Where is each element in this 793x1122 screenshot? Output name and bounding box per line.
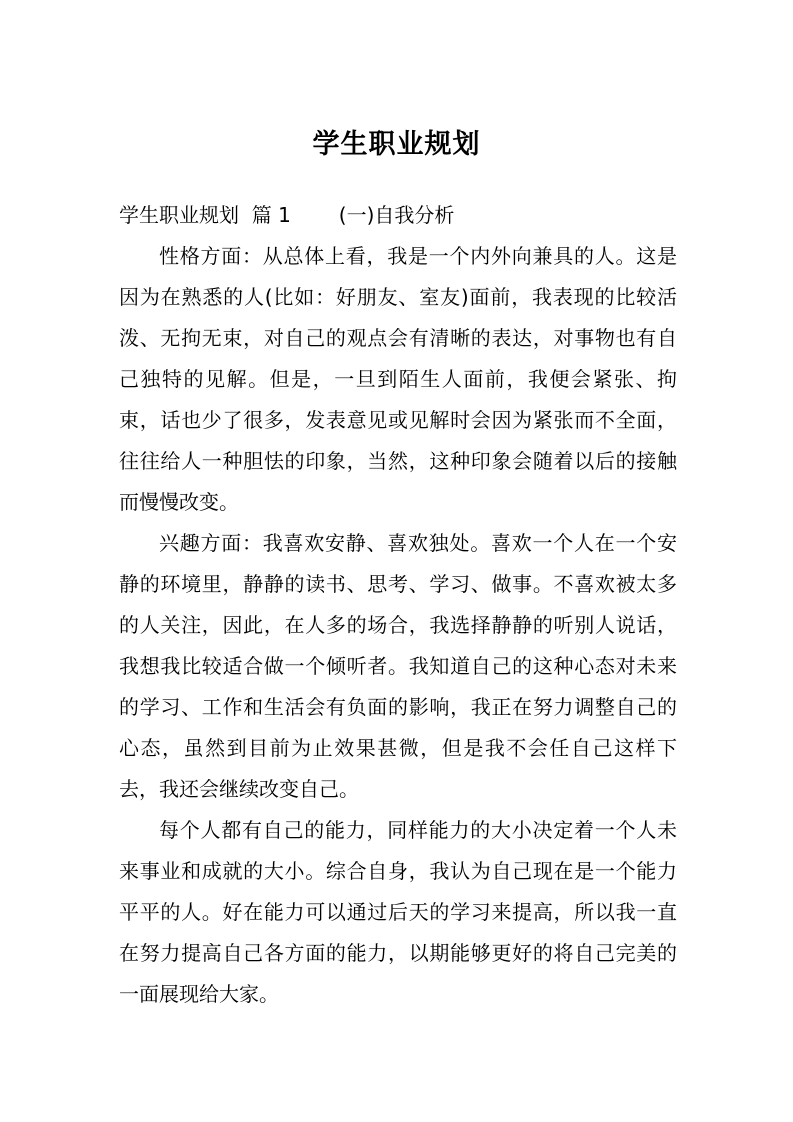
article-label: 学生职业规划 篇 1 <box>119 203 291 227</box>
document-title: 学生职业规划 <box>312 129 481 160</box>
paragraph-interests: 兴趣方面：我喜欢安静、喜欢独处。喜欢一个人在一个安静的环境里，静静的读书、思考、学习、做事。不喜欢被太多的人关注，因此，在人多的场合，我选择静静的听别人说话，我想我比较适合做一个倾听者。我知道自己的这种心态对未来的学习、工作和生活会有负面的影响，我正在努力调整自己的心态，虽然到目前为止效果甚微，但是我不会任自己这样下去，我还会继续改变自己。 <box>119 531 677 801</box>
document-body <box>119 195 677 1015</box>
section-label: (一)自我分析 <box>338 203 455 227</box>
paragraph-abilities: 每个人都有自己的能力，同样能力的大小决定着一个人未来事业和成就的大小。综合自身，我认为自己现在是一个能力平平的人。好在能力可以通过后天的学习来提高，所以我一直在努力提高自己各方面的能力，以期能够更好的将自己完美的一面展现给大家。 <box>119 818 677 1006</box>
paragraph-personality: 性格方面：从总体上看，我是一个内外向兼具的人。这是因为在熟悉的人(比如：好朋友、室友)面前，我表现的比较活泼、无拘无束，对自己的观点会有清晰的表达，对事物也有自己独特的见解。但是，一旦到陌生人面前，我便会紧张、拘束，话也少了很多，发表意见或见解时会因为紧张而不全面，往往给人一种胆怯的印象，当然，这种印象会随着以后的接触而慢慢改变。 <box>119 244 677 514</box>
article-heading <box>119 195 677 236</box>
